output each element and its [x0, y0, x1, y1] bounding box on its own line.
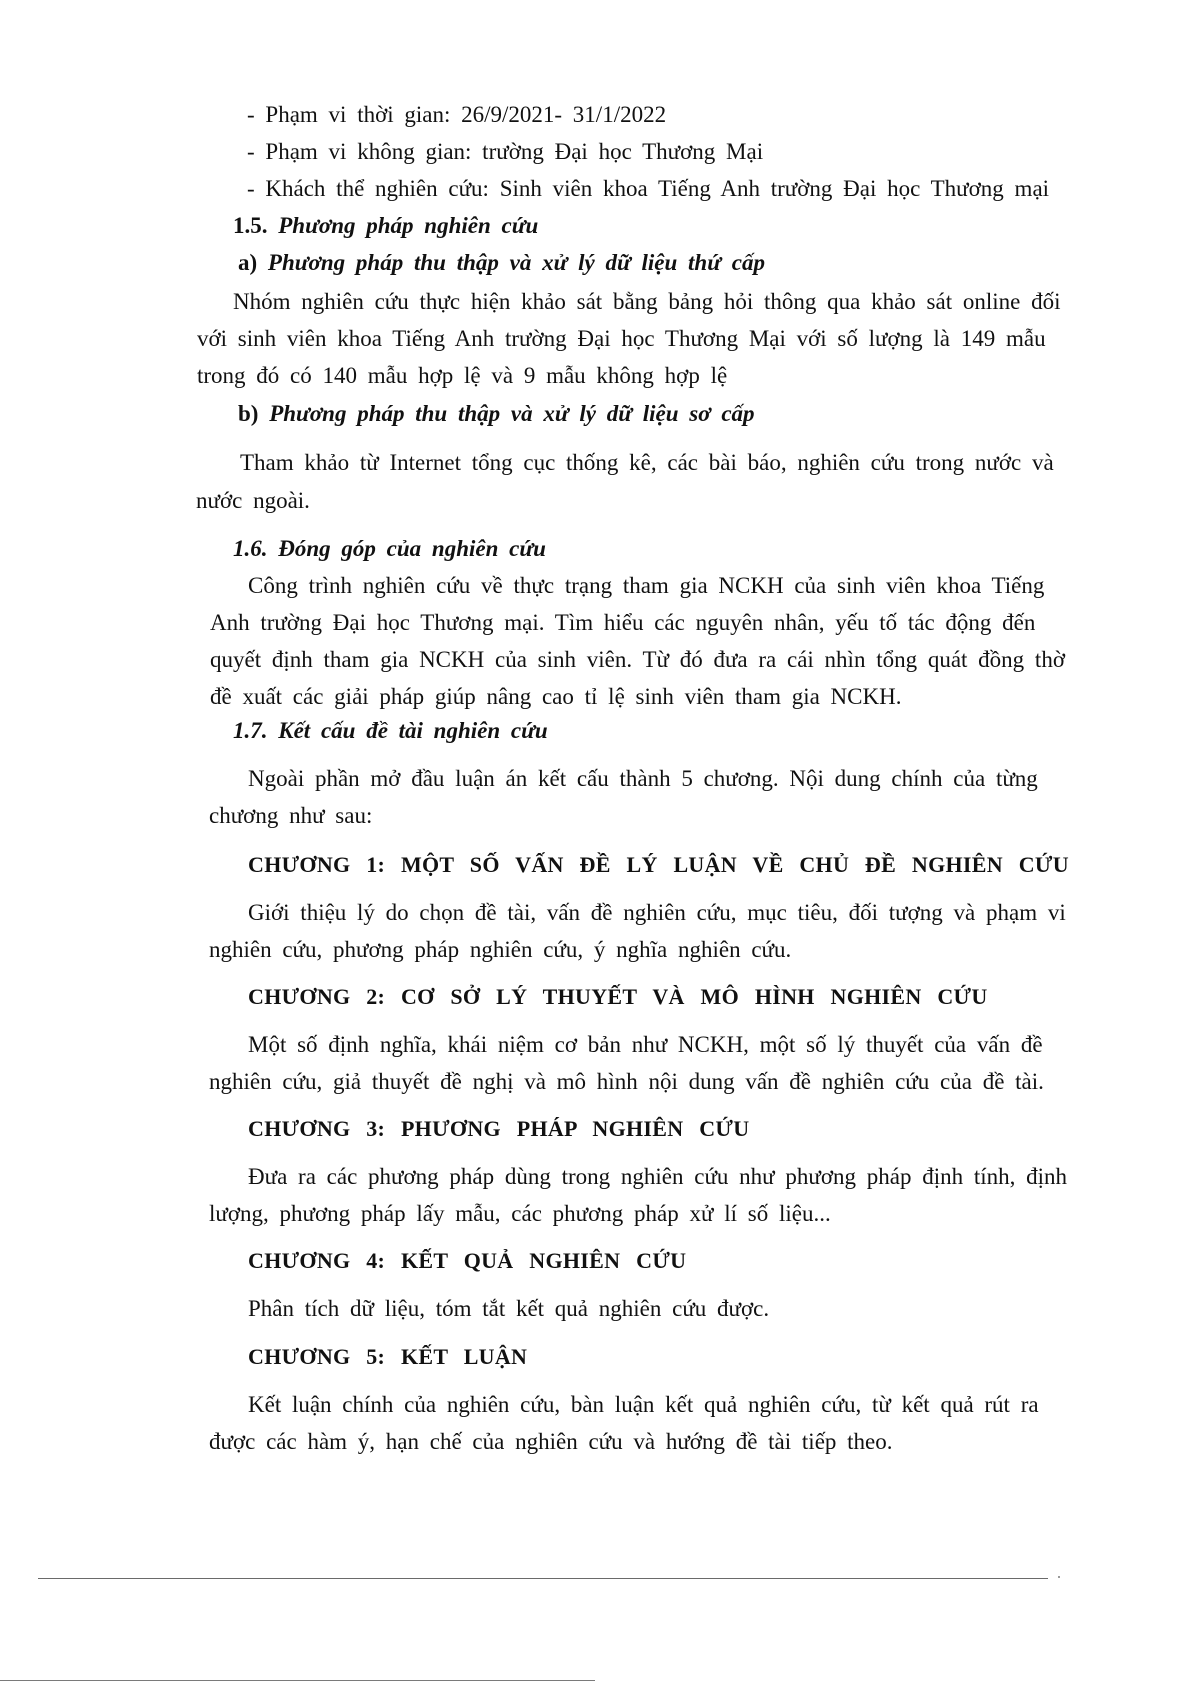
section-1-5-title: Phương pháp nghiên cứu	[278, 213, 539, 238]
paragraph-line: Tham khảo từ Internet tổng cục thống kê, các bài báo, nghiên cứu trong nước và	[240, 450, 1054, 475]
paragraph-line: được các hàm ý, hạn chế của nghiên cứu và hướng đề tài tiếp theo.	[209, 1429, 893, 1454]
paragraph-line: Giới thiệu lý do chọn đề tài, vấn đề nghiên cứu, mục tiêu, đối tượng và phạm vi	[248, 900, 1066, 925]
paragraph-line: trong đó có 140 mẫu hợp lệ và 9 mẫu không hợp lệ	[197, 363, 728, 388]
paragraph-line: Công trình nghiên cứu về thực trạng tham gia NCKH của sinh viên khoa Tiếng	[248, 573, 1045, 598]
footer-divider	[38, 1578, 1048, 1579]
section-1-7-heading: 1.7. Kết cấu đề tài nghiên cứu	[233, 718, 548, 743]
paragraph-line: Đưa ra các phương pháp dùng trong nghiên cứu như phương pháp định tính, định	[248, 1164, 1068, 1189]
subsection-b-heading	[238, 399, 755, 429]
section-1-6-heading: 1.6. Đóng góp của nghiên cứu	[233, 536, 546, 561]
paragraph-line: nghiên cứu, phương pháp nghiên cứu, ý nghĩa nghiên cứu.	[209, 937, 792, 962]
section-1-5-heading	[233, 211, 538, 241]
paragraph-line: Phân tích dữ liệu, tóm tắt kết quả nghiên cứu được.	[248, 1296, 770, 1321]
paragraph-line: Một số định nghĩa, khái niệm cơ bản như NCKH, một số lý thuyết của vấn đề	[248, 1032, 1043, 1057]
paragraph-line: đề xuất các giải pháp giúp nâng cao tỉ lệ sinh viên tham gia NCKH.	[210, 684, 902, 709]
paragraph-line: quyết định tham gia NCKH của sinh viên. Từ đó đưa ra cái nhìn tổng quát đồng thờ	[210, 647, 1065, 672]
chapter-3-title: CHƯƠNG 3: PHƯƠNG PHÁP NGHIÊN CỨU	[248, 1116, 750, 1141]
chapter-4-title: CHƯƠNG 4: KẾT QUẢ NGHIÊN CỨU	[248, 1248, 687, 1273]
subsection-b-label: b)	[238, 401, 259, 426]
paragraph-line: chương như sau:	[209, 803, 373, 828]
scope-time: - Phạm vi thời gian: 26/9/2021- 31/1/2022	[247, 102, 667, 127]
subsection-b-title: Phương pháp thu thập và xử lý dữ liệu sơ cấp	[269, 401, 755, 426]
chapter-1-title: CHƯƠNG 1: MỘT SỐ VẤN ĐỀ LÝ LUẬN VỀ CHỦ ĐỀ NGHIÊN CỨU	[248, 852, 1069, 877]
paragraph-line: Anh trường Đại học Thương mại. Tìm hiểu các nguyên nhân, yếu tố tác động đến	[210, 610, 1036, 635]
paragraph-line: với sinh viên khoa Tiếng Anh trường Đại học Thương Mại với số lượng là 149 mẫu	[197, 326, 1046, 351]
footer-divider-mark	[1058, 1576, 1060, 1578]
page-bottom-edge	[0, 1680, 595, 1681]
paragraph-line: nghiên cứu, giả thuyết đề nghị và mô hình nội dung vấn đề nghiên cứu của đề tài.	[209, 1069, 1044, 1094]
scope-subject: - Khách thể nghiên cứu: Sinh viên khoa Tiếng Anh trường Đại học Thương mại	[247, 176, 1050, 201]
subsection-a-heading	[238, 248, 765, 278]
paragraph-line: Nhóm nghiên cứu thực hiện khảo sát bằng bảng hỏi thông qua khảo sát online đối	[233, 289, 1061, 314]
scope-space: - Phạm vi không gian: trường Đại học Thương Mại	[247, 139, 764, 164]
paragraph-line: Kết luận chính của nghiên cứu, bàn luận kết quả nghiên cứu, từ kết quả rút ra	[248, 1392, 1039, 1417]
paragraph-line: Ngoài phần mở đầu luận án kết cấu thành 5 chương. Nội dung chính của từng	[248, 766, 1038, 791]
chapter-5-title: CHƯƠNG 5: KẾT LUẬN	[248, 1344, 528, 1369]
section-1-5-number: 1.5.	[233, 213, 268, 238]
paragraph-line: lượng, phương pháp lấy mẫu, các phương pháp xử lí số liệu...	[209, 1201, 831, 1226]
subsection-a-title: Phương pháp thu thập và xử lý dữ liệu thứ cấp	[267, 250, 765, 275]
paragraph-line: nước ngoài.	[196, 488, 310, 513]
chapter-2-title: CHƯƠNG 2: CƠ SỞ LÝ THUYẾT VÀ MÔ HÌNH NGHIÊN CỨU	[248, 984, 988, 1009]
subsection-a-label: a)	[238, 250, 258, 275]
